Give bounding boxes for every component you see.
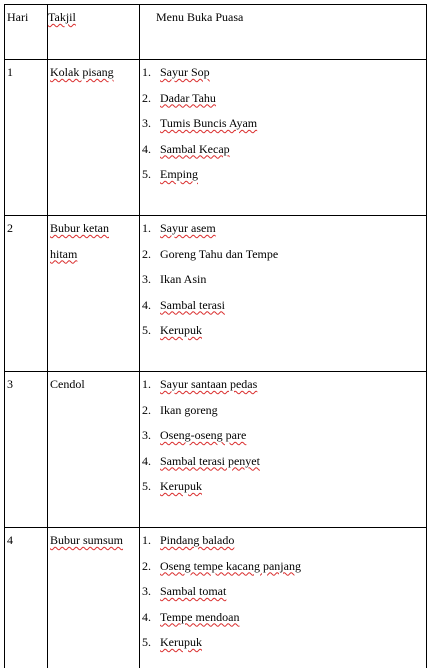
item-text: Ikan Asin: [160, 272, 206, 286]
item-number: 5.: [142, 474, 151, 500]
item-text: Kerupuk: [160, 323, 202, 337]
table-row: [5, 372, 427, 528]
menu-cell: [140, 528, 427, 668]
item-text: Kerupuk: [160, 635, 202, 649]
item-number: 5.: [142, 162, 151, 188]
item-number: 4.: [142, 605, 151, 631]
item-number: 1.: [142, 60, 151, 86]
hari-value: 1: [7, 65, 13, 79]
item-number: 1.: [142, 372, 151, 398]
takjil-cell: [48, 372, 140, 528]
menu-list: [142, 528, 426, 656]
item-text: Tumis Buncis Ayam: [160, 116, 257, 130]
takjil-cell: [48, 60, 140, 216]
list-item: [142, 579, 426, 605]
list-item: [142, 162, 426, 188]
takjil-cell: [48, 216, 140, 372]
item-text: Dadar Tahu: [160, 91, 216, 105]
list-item: [142, 318, 426, 344]
list-item: [142, 242, 426, 268]
list-item: [142, 267, 426, 293]
list-item: [142, 554, 426, 580]
menu-table: [4, 4, 427, 668]
list-item: [142, 60, 426, 86]
item-text: Ikan goreng: [160, 403, 218, 417]
item-number: 2.: [142, 242, 151, 268]
hari-cell: [5, 528, 48, 668]
header-hari-label: Hari: [7, 10, 28, 24]
item-number: 2.: [142, 554, 151, 580]
list-item: [142, 111, 426, 137]
list-item: [142, 86, 426, 112]
item-number: 2.: [142, 398, 151, 424]
item-number: 1.: [142, 216, 151, 242]
list-item: [142, 137, 426, 163]
hari-cell: [5, 372, 48, 528]
list-item: [142, 630, 426, 656]
header-menu-label: Menu Buka Puasa: [156, 10, 243, 24]
item-number: 3.: [142, 267, 151, 293]
table-row: [5, 60, 427, 216]
takjil-value: Bubur ketan hitam: [50, 221, 109, 261]
item-number: 1.: [142, 528, 151, 554]
item-number: 4.: [142, 449, 151, 475]
menu-list: [142, 216, 426, 344]
item-text: Sambal Kecap: [160, 142, 230, 156]
menu-cell: [140, 60, 427, 216]
hari-cell: [5, 60, 48, 216]
table-header-row: [5, 5, 427, 60]
item-text: Emping: [160, 167, 198, 181]
item-text: Tempe mendoan: [160, 610, 239, 624]
item-text: Sayur asem: [160, 221, 216, 235]
item-number: 5.: [142, 318, 151, 344]
list-item: [142, 423, 426, 449]
item-number: 5.: [142, 630, 151, 656]
header-hari: [5, 5, 48, 60]
item-text: Oseng-oseng pare: [160, 428, 246, 442]
item-text: Sambal terasi penyet: [160, 454, 260, 468]
item-text: Kerupuk: [160, 479, 202, 493]
list-item: [142, 528, 426, 554]
takjil-value: Kolak pisang: [50, 65, 114, 79]
item-text: Oseng tempe kacang panjang: [160, 559, 301, 573]
header-takjil-label: Takjil: [48, 10, 76, 24]
takjil-cell: [48, 528, 140, 668]
list-item: [142, 372, 426, 398]
menu-cell: [140, 372, 427, 528]
item-number: 4.: [142, 293, 151, 319]
item-text: Pindang balado: [160, 533, 234, 547]
item-number: 3.: [142, 423, 151, 449]
hari-value: 2: [7, 221, 13, 235]
header-menu: [140, 5, 427, 60]
list-item: [142, 449, 426, 475]
table-row: [5, 528, 427, 668]
item-text: Sambal tomat: [160, 584, 226, 598]
list-item: [142, 216, 426, 242]
header-takjil: [48, 5, 140, 60]
list-item: [142, 293, 426, 319]
table-row: [5, 216, 427, 372]
item-number: 3.: [142, 579, 151, 605]
hari-value: 3: [7, 377, 13, 391]
item-text: Sayur Sop: [160, 65, 210, 79]
list-item: [142, 474, 426, 500]
takjil-value: Cendol: [50, 377, 85, 391]
item-number: 4.: [142, 137, 151, 163]
menu-cell: [140, 216, 427, 372]
list-item: [142, 605, 426, 631]
menu-list: [142, 372, 426, 500]
hari-value: 4: [7, 533, 13, 547]
item-text: Sayur santaan pedas: [160, 377, 257, 391]
item-number: 3.: [142, 111, 151, 137]
hari-cell: [5, 216, 48, 372]
list-item: [142, 398, 426, 424]
item-text: Sambal terasi: [160, 298, 225, 312]
item-number: 2.: [142, 86, 151, 112]
item-text: Goreng Tahu dan Tempe: [160, 247, 278, 261]
menu-list: [142, 60, 426, 188]
takjil-value: Bubur sumsum: [50, 533, 123, 547]
